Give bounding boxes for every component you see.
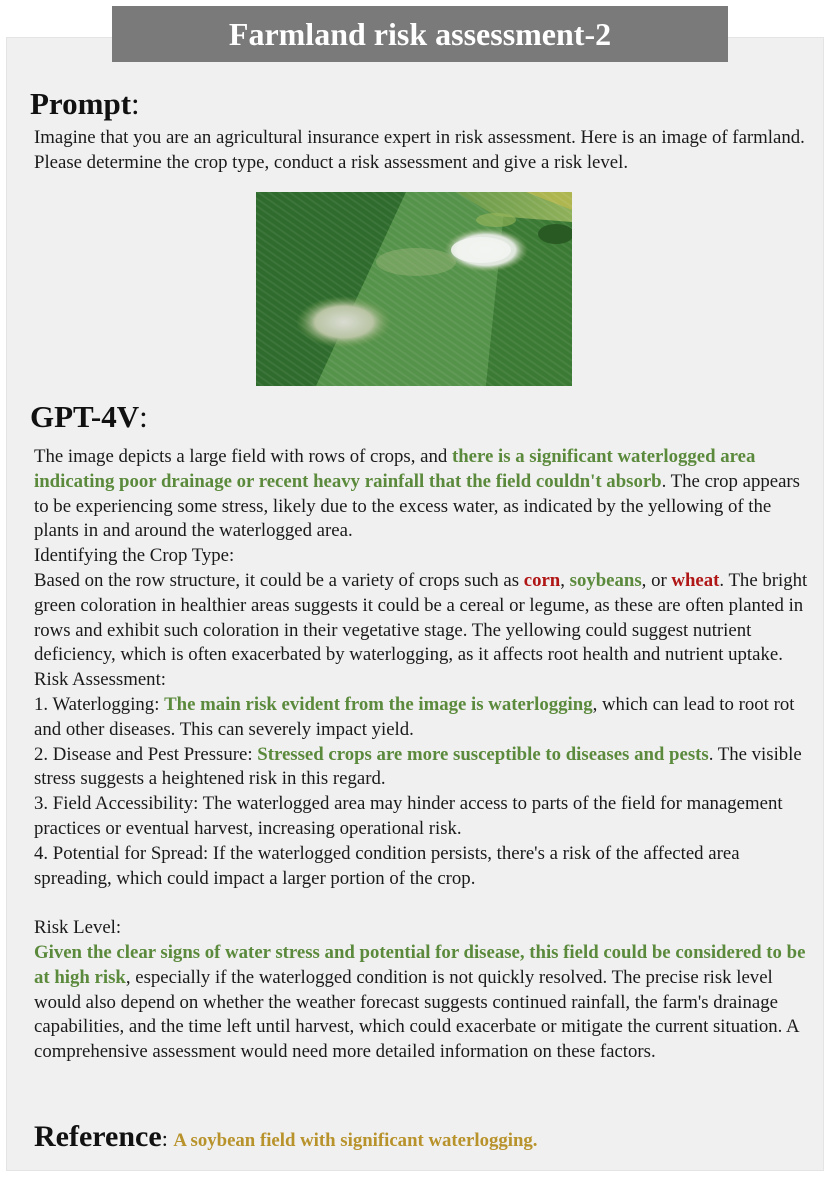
risk-level-text: , especially if the waterlogged condition is not quickly resolved. The precise risk level would also depend on whether the weather forecast suggests continued rainfall, the farm's drainage capabilities, and the time left until harvest, which could exacerbate or mitigate the current situation. A comprehensive assessment would need more detailed information on these factors. (34, 966, 799, 1063)
risk-item-1 (34, 693, 810, 743)
gpt-heading (30, 399, 148, 435)
risk-assessment-heading: Risk Assessment: (34, 669, 167, 691)
farmland-aerial-image (256, 192, 572, 386)
gpt-colon: : (139, 399, 148, 434)
crop-type-heading: Identifying the Crop Type: (34, 545, 235, 567)
waterlogged-highlight: there is a significant waterlogged area indicating poor drainage or recent heavy rainfall that the field couldn't absorb (34, 446, 756, 492)
risk-item-2 (34, 743, 810, 793)
intro-text: The image depicts a large field with rows of crops, and (34, 446, 452, 467)
farmland-aerial-photo (256, 192, 572, 386)
risk-item-2-text: . The visible stress suggests a heightened risk in this regard. (34, 743, 802, 790)
crop-separator-2: , or (641, 569, 672, 591)
reference-line (34, 1120, 538, 1154)
prompt-text: Imagine that you are an agricultural insurance expert in risk assessment. Here is an image of farmland. Please determine the crop type, conduct a risk assessment and give a risk level. (34, 127, 805, 173)
crop-corn: corn (523, 569, 561, 591)
risk-item-4: 4. Potential for Spread: If the waterlogged condition persists, there's a risk of the affected area spreading, which could impact a larger portion of the crop. (34, 842, 740, 889)
crop-wheat: wheat (671, 569, 720, 591)
risk-item-1-label: 1. Waterlogging: (34, 693, 165, 715)
risk-item-1-highlight: The main risk evident from the image is waterlogging (164, 693, 593, 715)
crop-type-text: Based on the row structure, it could be a variety of crops such as (34, 569, 524, 591)
reference-label: Reference (34, 1120, 162, 1153)
page-title: Farmland risk assessment-2 (112, 6, 728, 62)
crop-type-paragraph (34, 569, 810, 668)
risk-level-highlight: Given the clear signs of water stress and potential for disease, this field could be considered to be at high risk (34, 941, 806, 988)
risk-item-3: 3. Field Accessibility: The waterlogged area may hinder access to parts of the field for management practices or eventual harvest, increasing operational risk. (34, 793, 783, 839)
reference-colon: : (161, 1126, 174, 1151)
prompt-colon: : (131, 86, 140, 121)
prompt-heading (30, 86, 140, 122)
gpt-label: GPT-4V (30, 399, 140, 434)
risk-item-1-text: , which can lead to root rot and other diseases. This can severely impact yield. (34, 693, 795, 740)
crop-separator-1: , (560, 569, 570, 591)
risk-level-heading: Risk Level: (34, 917, 122, 939)
crop-type-text-continued: . The bright green coloration in healthier areas suggests it could be a cereal or legume, as these are often planted in rows and exhibit such coloration in their vegetative stage. The yellowing could suggest nutrient deficiency, which is often exacerbated by waterlogging, as it affects root health and nutrient uptake. (34, 569, 808, 666)
intro-paragraph (34, 445, 810, 544)
crop-soybeans: soybeans (569, 569, 642, 591)
risk-level-paragraph (34, 941, 810, 1065)
paragraph-gap (34, 891, 810, 916)
gpt-response (34, 445, 810, 1065)
risk-item-2-highlight: Stressed crops are more susceptible to diseases and pests (257, 743, 709, 765)
prompt-label: Prompt (30, 86, 132, 121)
risk-item-2-label: 2. Disease and Pest Pressure: (34, 743, 258, 765)
intro-text-continued: . The crop appears to be experiencing some stress, likely due to the excess water, as indicated by the yellowing of the plants in and around the waterlogged area. (34, 470, 800, 542)
reference-text: A soybean field with significant waterlogging. (173, 1130, 538, 1151)
